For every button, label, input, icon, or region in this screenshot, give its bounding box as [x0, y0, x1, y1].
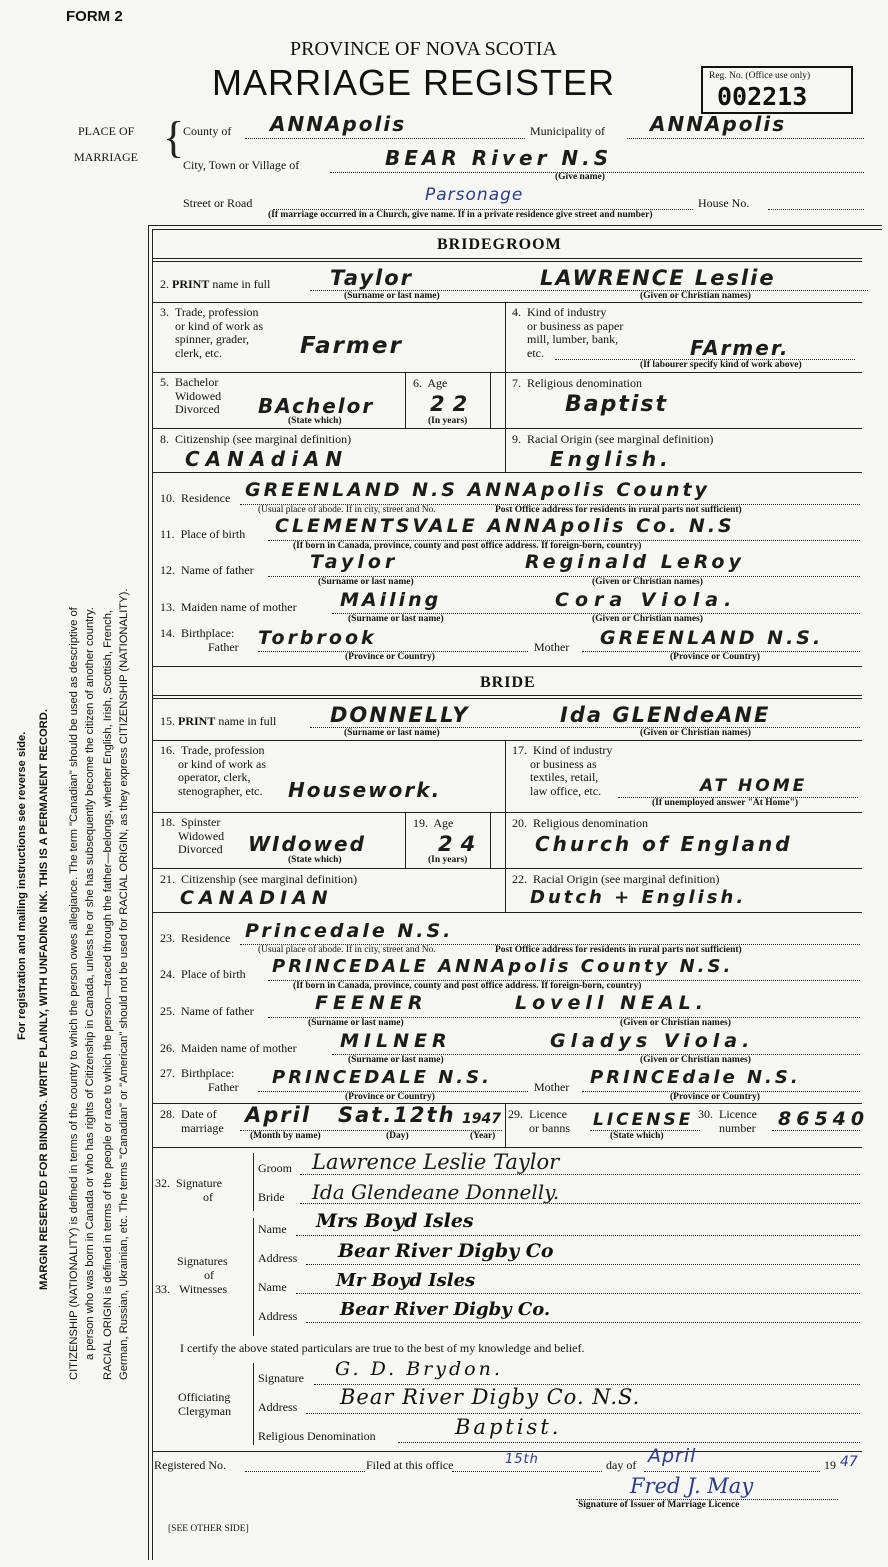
groom-racial-value: English. [550, 447, 672, 471]
groom-residence-caption-2: Post Office address for residents in rural parts not sufficient) [495, 505, 742, 515]
groom-bp-father-caption: (Province or Country) [345, 652, 435, 662]
clergy-address-line [306, 1413, 860, 1414]
bride-bp-father-caption: (Province or Country) [345, 1092, 435, 1102]
groom-father-given-caption: (Given or Christian names) [592, 577, 703, 587]
frame-inner-top [152, 229, 882, 230]
w1-name-line [296, 1235, 860, 1236]
w1-name-label: Name [258, 1222, 287, 1236]
groom-bp-mother-label: Mother [534, 640, 570, 654]
bride-mother-label [160, 1041, 297, 1056]
bride-age-no: 19. [413, 816, 428, 830]
bride-signature: Ida Glendeane Donnelly. [312, 1180, 560, 1204]
groom-sig-label: Groom [258, 1161, 292, 1175]
bride-print-label [160, 714, 276, 729]
groom-birth-value: CLEMENTSVALE ANNApolis Co. N.S [275, 515, 735, 537]
groom-industry-l1: Kind of industry [527, 305, 607, 319]
groom-status-label [160, 376, 221, 417]
filed-month-line [644, 1471, 820, 1472]
groom-father-given: Reginald LeRoy [525, 551, 745, 573]
groom-father-surname-caption: (Surname or last name) [318, 577, 414, 587]
groom-surname: Taylor [330, 266, 414, 290]
bride-surname: DONNELLY [330, 703, 470, 727]
w1-name: Mrs Boyd Isles [316, 1210, 474, 1232]
reg-number-value: 002213 [717, 82, 808, 111]
groom-given: LAWRENCE Leslie [540, 266, 776, 290]
bride-residence-no: 23. [160, 931, 175, 945]
marriage-month-caption: (Month by name) [250, 1131, 321, 1141]
bride-sig-label: Bride [258, 1190, 285, 1204]
groom-status-no: 5. [160, 375, 169, 389]
groom-print-rest: name in full [212, 277, 271, 291]
groom-father-text: Name of father [181, 563, 254, 577]
licence-no: 29. [508, 1107, 523, 1121]
groom-mother-surname: MAiling [340, 589, 442, 611]
groom-industry-label [512, 306, 623, 360]
bride-age-divider-left [405, 812, 406, 868]
bride-age-label [413, 816, 453, 831]
side-note-instructions: For registration and mailing instructions see reverse side. [16, 731, 28, 1040]
bride-mother-given: Gladys Viola. [550, 1030, 755, 1052]
groom-industry-no: 4. [512, 305, 521, 319]
clergy-label [178, 1390, 231, 1418]
bride-age-word: Age [433, 816, 454, 830]
bride-father-label [160, 1004, 254, 1019]
bride-religion-no: 20. [512, 816, 527, 830]
groom-trade-l4: clerk, etc. [175, 345, 222, 360]
bride-surname-caption: (Surname or last name) [344, 728, 440, 738]
groom-racial-no: 9. [512, 432, 521, 446]
sig-divider [253, 1153, 254, 1211]
licence-number-l2: number [719, 1121, 756, 1135]
bride-section-title: BRIDE [480, 674, 536, 691]
clergy-l2: Clergyman [178, 1404, 232, 1418]
marriage-date-no: 28. [160, 1107, 175, 1121]
form-number: FORM 2 [66, 8, 123, 25]
bride-religion-value: Church of England [535, 832, 793, 856]
marriage-date-label [160, 1107, 224, 1135]
bride-bp-mother-value: PRINCEdale N.S. [590, 1067, 801, 1088]
bride-trade-l1: Trade, profession [181, 743, 265, 757]
groom-trade-label [160, 306, 263, 360]
bride-status-caption: (State which) [288, 855, 342, 865]
groom-sig-line [300, 1174, 860, 1175]
bride-rule-4 [152, 868, 862, 869]
bride-bp-label [160, 1066, 239, 1094]
groom-industry-value: FArmer. [690, 336, 790, 360]
groom-status-l1: Bachelor [175, 375, 219, 389]
marriage-year: 1947 [462, 1111, 501, 1127]
groom-age-no: 6. [413, 376, 422, 390]
bride-status-label [160, 816, 224, 857]
groom-industry-l2: or business as paper [527, 318, 624, 333]
side-note-permanent: MARGIN RESERVED FOR BINDING. WRITE PLAINLY, WITH UNFADING INK. THIS IS A PERMANENT RECORD. [38, 709, 50, 1290]
groom-bp-text: Birthplace: [181, 626, 235, 640]
county-line [245, 138, 525, 139]
bride-father-no: 25. [160, 1004, 175, 1018]
wit-label [155, 1254, 228, 1296]
bride-rule-1 [152, 695, 862, 696]
bride-father-surname: FEENER [315, 992, 428, 1014]
wit-l1: Signatures [177, 1254, 228, 1268]
municipality-value: ANNApolis [650, 112, 787, 136]
clergy-sig-label: Signature [258, 1371, 304, 1385]
bride-status-no: 18. [160, 815, 175, 829]
bride-residence-value: Princedale N.S. [245, 920, 454, 942]
wit-l3: Witnesses [179, 1282, 228, 1296]
licence-number-line [772, 1130, 860, 1131]
marriage-date-l1: Date of [181, 1107, 217, 1121]
bride-birth-label [160, 967, 246, 982]
filed-day-line [452, 1471, 602, 1472]
bride-residence-caption-2: Post Office address for residents in rural parts not sufficient) [495, 945, 742, 955]
groom-citizenship-label [160, 432, 351, 447]
groom-signature: Lawrence Leslie Taylor [312, 1150, 560, 1174]
bride-trade-l3: operator, clerk, [178, 770, 251, 784]
sig-label [155, 1176, 222, 1204]
groom-mother-no: 13. [160, 600, 175, 614]
groom-age-value: 22 [430, 392, 476, 416]
bride-age-divider-right [490, 812, 491, 868]
side-note-citizenship-2: a person who was born in Canada or who has rights of Citizenship in Canada, unless he or she has subsequently become the citizen of another country. [84, 607, 96, 1360]
groom-mother-given-caption: (Given or Christian names) [592, 614, 703, 624]
date-rule [152, 1147, 862, 1148]
groom-father-surname: Taylor [310, 551, 399, 573]
bride-racial-text: Racial Origin (see marginal definition) [533, 872, 720, 886]
bride-residence-label [160, 931, 230, 946]
clergy-denom-line [398, 1442, 860, 1443]
bride-birth-caption: (If born in Canada, province, county and post office address. If foreign-born, country) [293, 981, 642, 991]
certify-statement: I certify the above stated particulars are true to the best of my knowledge and belief. [180, 1341, 585, 1355]
groom-birth-caption: (If born in Canada, province, county and post office address. If foreign-born, country) [293, 541, 642, 551]
bride-mother-text: Maiden name of mother [181, 1041, 297, 1055]
groom-residence-text: Residence [181, 491, 231, 505]
bride-given: Ida GLENdeANE [560, 703, 771, 727]
clergy-denom: Baptist. [455, 1415, 562, 1439]
groom-father-no: 12. [160, 563, 175, 577]
groom-father-label [160, 563, 254, 578]
groom-status-l2: Widowed [175, 388, 222, 403]
side-note-citizenship-1: CITIZENSHIP (NATIONALITY) is defined in terms of the country to which the person owes allegiance. The term "Canadian" should be used as descriptive of [68, 607, 80, 1380]
bride-birth-text: Place of birth [181, 967, 246, 981]
marriage-day: Sat.12th [338, 1103, 456, 1127]
registered-label: Registered No. [154, 1458, 226, 1472]
clergy-divider [253, 1363, 254, 1445]
bride-bp-father-value: PRINCEDALE N.S. [272, 1067, 492, 1088]
groom-rule-6 [152, 666, 862, 667]
groom-print-bold: PRINT [172, 277, 210, 291]
groom-religion-value: Baptist [565, 392, 669, 417]
bride-citizenship-text: Citizenship (see marginal definition) [181, 872, 358, 886]
bride-bp-mother-caption: (Province or Country) [670, 1092, 760, 1102]
groom-residence-value: GREENLAND N.S ANNApolis County [245, 479, 710, 501]
place-note: (If marriage occurred in a Church, give name. If in a private residence give street and number) [268, 210, 653, 220]
w1-address-line [306, 1264, 860, 1265]
bride-citizenship-value: CANADIAN [180, 887, 333, 909]
marriage-year-caption: (Year) [470, 1131, 496, 1141]
bride-status-l2: Widowed [178, 828, 225, 843]
licence-number-value: 86540 [778, 1108, 870, 1130]
groom-rule-2 [152, 302, 862, 303]
bride-industry-label [512, 744, 612, 798]
w2-address-line [306, 1322, 860, 1323]
wit-l2: of [204, 1268, 214, 1282]
day-of-label: day of [606, 1458, 637, 1472]
bride-print-rest: name in full [218, 714, 277, 728]
side-note-racial-1: RACIAL ORIGIN is defined in terms of the people or race to which the person—traced through the father—belongs, whether English, Irish, Scottish, French, [102, 609, 114, 1380]
bride-father-given-caption: (Given or Christian names) [620, 1018, 731, 1028]
bride-racial-label [512, 872, 719, 887]
sig-l2: of [203, 1190, 213, 1204]
bride-trade-l4: stenographer, etc. [178, 783, 263, 798]
w1-address-label: Address [258, 1251, 298, 1265]
bride-print-bold: PRINT [178, 714, 216, 728]
licence-number-no: 30. [698, 1107, 713, 1121]
groom-rule-5 [152, 472, 862, 473]
sig-no: 32. [155, 1176, 170, 1190]
bride-industry-value: AT HOME [700, 776, 808, 796]
bride-industry-l1: Kind of industry [533, 743, 613, 757]
bride-rule-1b [152, 698, 862, 699]
groom-given-caption: (Given or Christian names) [640, 291, 751, 301]
bride-residence-caption-1: (Usual place of abode. If in city, street and No. [258, 945, 436, 955]
clergy-denom-label: Religious Denomination [258, 1429, 376, 1443]
bride-bp-father-label: Father [208, 1080, 239, 1094]
bride-racial-value: Dutch + English. [530, 887, 747, 908]
licence-value: LICENSE [593, 1110, 694, 1130]
filed-label: Filed at this office [366, 1458, 454, 1472]
see-other-side: [SEE OTHER SIDE] [168, 1524, 249, 1534]
groom-age-divider-right [490, 372, 491, 428]
bride-status-l1: Spinster [181, 815, 221, 829]
groom-trade-l3: spinner, grader, [175, 332, 250, 346]
sig-l1: Signature [176, 1176, 222, 1190]
reg-number-box [701, 66, 853, 114]
wit-no: 33. [155, 1282, 170, 1296]
bride-religion-label [512, 816, 648, 831]
licence-l2: or banns [529, 1121, 570, 1135]
bride-industry-l2: or business as [530, 756, 597, 771]
date-divider [505, 1103, 506, 1147]
bride-racial-no: 22. [512, 872, 527, 886]
groom-bp-father-label: Father [208, 640, 239, 654]
groom-rule-3 [152, 372, 862, 373]
groom-rule-1b [152, 261, 862, 262]
groom-citizenship-value: CANAdiAN [185, 447, 349, 471]
bride-age-caption: (In years) [428, 855, 468, 865]
groom-racial-text: Racial Origin (see marginal definition) [527, 432, 714, 446]
give-name-caption: (Give name) [555, 172, 605, 182]
page-title: MARRIAGE REGISTER [212, 62, 616, 103]
groom-religion-no: 7. [512, 376, 521, 390]
city-label: City, Town or Village of [183, 158, 300, 172]
side-note-racial-2: German, Russian, Ukrainian, etc. The terms "Canadian" or "American" should not be used for RACIAL ORIGIN, as they express CITIZENSHIP (NATIONALITY). [118, 588, 130, 1380]
groom-bp-no: 14. [160, 626, 175, 640]
bride-mother-surname-caption: (Surname or last name) [348, 1055, 444, 1065]
city-value: BEAR River N.S [385, 146, 613, 170]
bride-given-caption: (Given or Christian names) [640, 728, 751, 738]
groom-rule-1 [152, 258, 862, 259]
groom-print-no: 2. [160, 277, 169, 291]
groom-status-value: BAchelor [258, 394, 375, 418]
bride-trade-no: 16. [160, 743, 175, 757]
bride-col-divider-1 [505, 740, 506, 912]
house-no-line [768, 209, 864, 210]
bride-religion-text: Religious denomination [533, 816, 648, 830]
groom-industry-l3: mill, lumber, bank, [527, 332, 619, 346]
marriage-label: MARRIAGE [74, 150, 139, 164]
groom-mother-label [160, 600, 297, 615]
clergy-address-label: Address [258, 1400, 298, 1414]
bride-citizenship-label [160, 872, 357, 887]
groom-residence-caption-1: (Usual place of abode. If in city, street and No. [258, 505, 436, 515]
bride-trade-value: Housework. [288, 778, 442, 802]
groom-mother-given: Cora Viola. [555, 589, 738, 611]
bride-industry-l4: law office, etc. [530, 783, 602, 798]
marriage-day-caption: (Day) [386, 1131, 409, 1141]
street-label: Street or Road [183, 196, 253, 210]
place-brace: { [163, 113, 185, 162]
groom-industry-l4: etc. [527, 345, 544, 360]
groom-age-word: Age [427, 376, 448, 390]
groom-mother-surname-caption: (Surname or last name) [348, 614, 444, 624]
wit-divider [253, 1218, 254, 1336]
bride-birth-value: PRINCEDALE ANNApolis County N.S. [272, 956, 734, 977]
bride-birth-no: 24. [160, 967, 175, 981]
clergy-l1: Officiating [178, 1390, 231, 1404]
issuer-signature: Fred J. May [630, 1474, 754, 1498]
bride-age-value: 24 [438, 832, 484, 856]
w2-name-label: Name [258, 1280, 287, 1294]
filed-month: April [648, 1445, 697, 1467]
groom-age-label [413, 376, 447, 391]
clergy-signature: G. D. Brydon. [335, 1358, 503, 1380]
bride-print-no: 15. [160, 714, 175, 728]
groom-birth-no: 11. [160, 527, 175, 541]
bride-industry-no: 17. [512, 743, 527, 757]
bride-residence-text: Residence [181, 931, 231, 945]
w2-name: Mr Boyd Isles [336, 1270, 476, 1291]
province-heading: PROVINCE OF NOVA SCOTIA [290, 38, 557, 60]
licence-number-l1: Licence [719, 1107, 757, 1121]
groom-industry-caption: (If labourer specify kind of work above) [640, 360, 802, 370]
groom-trade-no: 3. [160, 305, 169, 319]
groom-bp-label [160, 626, 239, 654]
bride-bp-mother-label: Mother [534, 1080, 570, 1094]
county-label: County of [183, 124, 232, 138]
bride-rule-3 [152, 812, 862, 813]
w1-address: Bear River Digby Co [338, 1240, 554, 1262]
w2-name-line [296, 1293, 860, 1294]
municipality-label: Municipality of [530, 124, 605, 138]
w2-address: Bear River Digby Co. [340, 1299, 551, 1320]
bride-father-given: Lovell NEAL. [515, 992, 708, 1014]
groom-residence-no: 10. [160, 491, 175, 505]
street-value: Parsonage [425, 185, 524, 205]
groom-religion-label [512, 376, 642, 391]
house-no-label: House No. [698, 196, 750, 210]
bride-bp-no: 27. [160, 1066, 175, 1080]
registered-line [245, 1471, 365, 1472]
bride-mother-given-caption: (Given or Christian names) [640, 1055, 751, 1065]
groom-status-l3: Divorced [175, 402, 220, 416]
municipality-line [627, 138, 864, 139]
bride-father-surname-caption: (Surname or last name) [308, 1018, 404, 1028]
marriage-date-l2: marriage [181, 1121, 224, 1135]
bride-rule-2 [152, 740, 862, 741]
licence-caption: (State which) [610, 1131, 664, 1141]
groom-bp-mother-caption: (Province or Country) [670, 652, 760, 662]
bride-industry-l3: textiles, retail, [530, 770, 599, 784]
bride-industry-caption: (If unemployed answer "At Home") [652, 798, 799, 808]
issuer-caption: Signature of Issuer of Marriage Licence [578, 1500, 740, 1510]
groom-residence-label [160, 491, 230, 506]
clergy-address: Bear River Digby Co. N.S. [340, 1385, 641, 1409]
groom-birth-label [160, 527, 245, 542]
bride-mother-surname: MILNER [340, 1030, 452, 1052]
groom-bp-mother-value: GREENLAND N.S. [600, 627, 824, 649]
bride-rule-5 [152, 912, 862, 913]
groom-trade-l1: Trade, profession [175, 305, 259, 319]
groom-col-divider-1 [505, 302, 506, 472]
county-value: ANNApolis [270, 112, 407, 136]
bride-status-l3: Divorced [178, 842, 223, 856]
groom-religion-text: Religious denomination [527, 376, 642, 390]
groom-print-label [160, 277, 270, 292]
groom-citizenship-text: Citizenship (see marginal definition) [175, 432, 352, 446]
groom-status-caption: (State which) [288, 416, 342, 426]
place-of-label: PLACE OF [78, 124, 135, 138]
groom-trade-l2: or kind of work as [175, 318, 263, 333]
groom-surname-caption: (Surname or last name) [344, 291, 440, 301]
year-prefix: 19 [824, 1458, 836, 1472]
groom-mother-text: Maiden name of mother [181, 600, 297, 614]
licence-number-label [698, 1107, 757, 1135]
groom-age-caption: (In years) [428, 416, 468, 426]
bride-trade-l2: or kind of work as [178, 756, 266, 771]
groom-bp-father-value: Torbrook [258, 627, 377, 649]
bridegroom-section-title: BRIDEGROOM [437, 236, 562, 253]
marriage-month: April [245, 1103, 312, 1127]
licence-label [508, 1107, 570, 1135]
groom-citizenship-no: 8. [160, 432, 169, 446]
bride-bp-text: Birthplace: [181, 1066, 235, 1080]
bride-status-value: WIdowed [248, 832, 366, 856]
reg-number-label: Reg. No. (Office use only) [709, 71, 811, 81]
bride-father-text: Name of father [181, 1004, 254, 1018]
bride-trade-label [160, 744, 266, 798]
bride-citizenship-no: 21. [160, 872, 175, 886]
groom-birth-text: Place of birth [180, 527, 246, 541]
licence-l1: Licence [529, 1107, 567, 1121]
filed-year: 47 [840, 1454, 858, 1470]
filed-day: 15th [505, 1452, 539, 1467]
groom-racial-label [512, 432, 713, 447]
groom-trade-value: Farmer [300, 333, 403, 359]
groom-rule-4 [152, 428, 862, 429]
w2-address-label: Address [258, 1309, 298, 1323]
bride-mother-no: 26. [160, 1041, 175, 1055]
groom-age-divider-left [405, 372, 406, 428]
